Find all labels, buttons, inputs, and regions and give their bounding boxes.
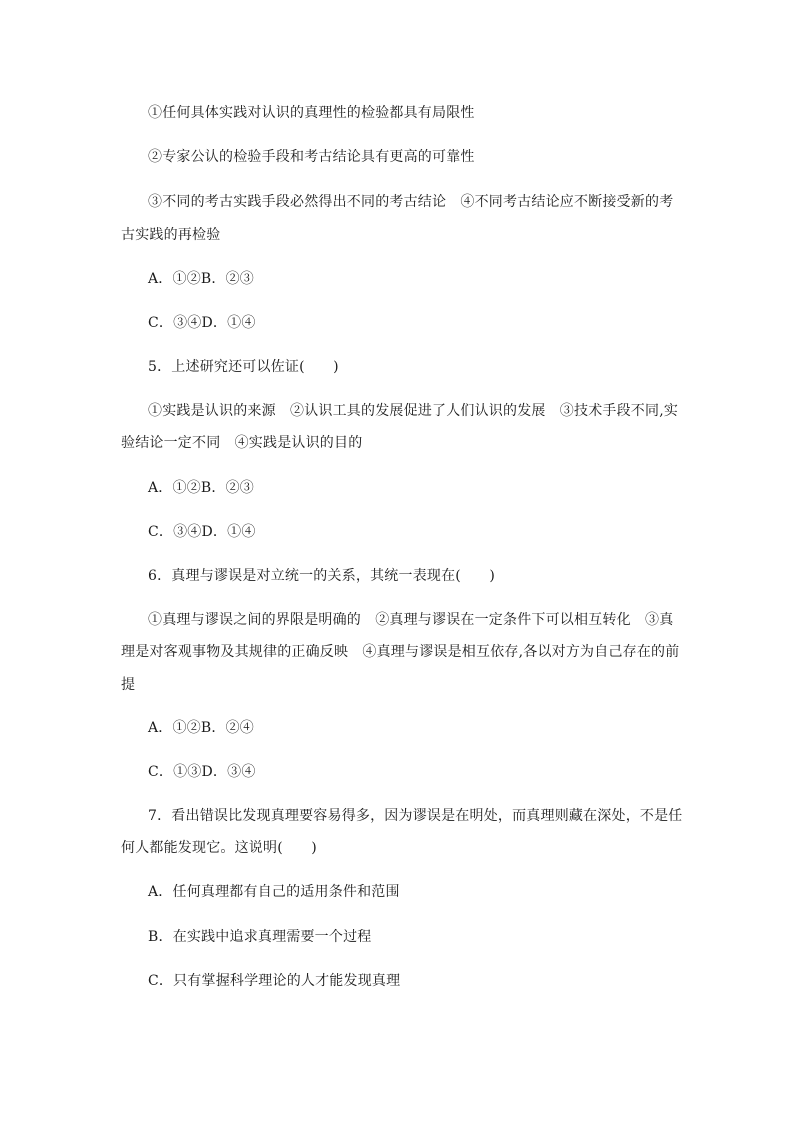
q6-answer-ab: A．①②B．②④ — [148, 720, 254, 736]
q7-option-b: B．在实践中追求真理需要一个过程 — [148, 929, 372, 945]
q4-option-1: ①任何具体实践对认识的真理性的检验都具有局限性 — [148, 105, 475, 121]
q4-answer-cd: C．③④D．①④ — [148, 315, 256, 331]
q7-option-a: A．任何真理都有自己的适用条件和范围 — [148, 884, 400, 900]
q7-stem-line2: 何人都能发现它。这说明( ) — [121, 840, 317, 856]
q4-option-34-line1: ③不同的考古实践手段必然得出不同的考古结论 ④不同考古结论应不断接受新的考 — [148, 194, 674, 210]
q4-option-34-line2: 古实践的再检验 — [121, 227, 221, 243]
q5-options-line1: ①实践是认识的来源 ②认识工具的发展促进了人们认识的发展 ③技术手段不同,实 — [148, 403, 679, 419]
q4-answer-ab: A．①②B．②③ — [148, 271, 254, 287]
q6-options-line3: 提 — [121, 677, 136, 693]
q7-stem-line1: 7．看出错误比发现真理要容易得多，因为谬误是在明处，而真理则藏在深处，不是任 — [148, 808, 683, 824]
q5-stem: 5．上述研究还可以佐证( ) — [148, 359, 339, 375]
q7-option-c: C．只有掌握科学理论的人才能发现真理 — [148, 973, 401, 989]
q4-option-2: ②专家公认的检验手段和考古结论具有更高的可靠性 — [148, 149, 475, 165]
q5-answer-cd: C．③④D．①④ — [148, 524, 256, 540]
q6-options-line2: 理是对客观事物及其规律的正确反映 ④真理与谬误是相互依存,各以对方为自己存在的前 — [121, 644, 680, 660]
q6-answer-cd: C．①③D．③④ — [148, 764, 256, 780]
q6-stem: 6．真理与谬误是对立统一的关系，其统一表现在( ) — [148, 568, 496, 584]
q6-options-line1: ①真理与谬误之间的界限是明确的 ②真理与谬误在一定条件下可以相互转化 ③真 — [148, 612, 674, 628]
q5-options-line2: 验结论一定不同 ④实践是认识的目的 — [121, 435, 363, 451]
q5-answer-ab: A．①②B．②③ — [148, 480, 254, 496]
